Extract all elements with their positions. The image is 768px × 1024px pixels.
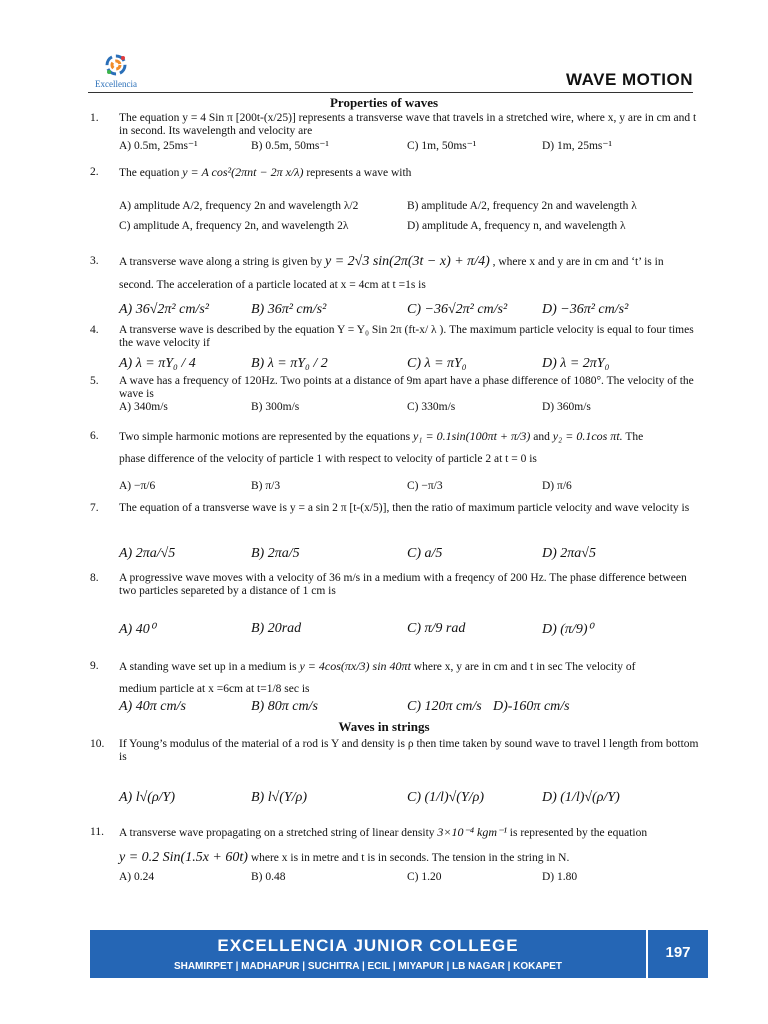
question-7: [90, 502, 702, 515]
question-number: 5.: [90, 375, 99, 387]
question-text: The equation: [119, 167, 180, 179]
options-11: [119, 871, 699, 887]
question-5: [90, 375, 702, 401]
section-title-strings: Waves in strings: [338, 719, 430, 734]
option-a: A) amplitude A/2, frequency 2n and wavelength λ/2: [119, 200, 359, 212]
option-c: C) 120π cm/s: [407, 699, 482, 714]
option-d: D) π/6: [542, 480, 572, 492]
option-c: C) −π/3: [407, 480, 443, 492]
question-text: A transverse wave along a string is given by: [119, 256, 323, 268]
options-1: [119, 138, 699, 154]
options-2-row1: [119, 200, 699, 216]
question-text-line2: phase difference of the velocity of particle 1 with respect to velocity of particle 2 at t = 0 is: [119, 453, 537, 465]
option-a: A) 340m/s: [119, 401, 168, 413]
question-number: 4.: [90, 324, 99, 336]
option-c: C) π/9 rad: [407, 621, 466, 636]
question-number: 9.: [90, 660, 99, 672]
question-number: 1.: [90, 112, 99, 124]
college-name: EXCELLENCIA JUNIOR COLLEGE: [217, 936, 519, 955]
option-c: C) amplitude A, frequency 2n, and wavelength 2λ: [119, 220, 349, 232]
question-number: 10.: [90, 738, 105, 750]
option-b: B) 36π² cm/s²: [251, 302, 327, 317]
option-b: B) l√(Y/ρ): [251, 790, 308, 805]
question-text: A standing wave set up in a medium is: [119, 661, 297, 673]
question-text-cont: is represented by the equation: [509, 827, 648, 839]
options-4: [119, 356, 699, 372]
wave-equation: y = 0.2 Sin(1.5x + 60t): [119, 850, 248, 865]
page-number-box: [648, 930, 708, 978]
question-text: A progressive wave moves with a velocity of 36 m/s in a medium with a freqency of 200 Hz. The phase difference between two particles separeted by a distance of 1 cm is: [119, 572, 687, 597]
option-c: C) (1/l)√(Y/ρ): [407, 790, 485, 805]
linear-density-value: 3×10⁻⁴ kgm⁻¹: [437, 825, 507, 839]
option-d: D) amplitude A, frequency n, and wavelength λ: [407, 220, 626, 232]
option-b: B) 300m/s: [251, 401, 300, 413]
question-text: If Young’s modulus of the material of a rod is Y and density is ρ then time taken by sound wave to travel l length from bottom is: [119, 738, 699, 763]
equation-y1: y₁ = 0.1sin(100πt + π/3): [412, 429, 531, 443]
option-a: A) −π/6: [119, 480, 156, 492]
question-text-cont: where x, y are in cm and t in sec The velocity of: [413, 661, 636, 673]
option-d: D) λ = 2πY₀: [542, 356, 610, 371]
option-c: C) 1.20: [407, 871, 442, 883]
question-2: [90, 166, 702, 180]
option-c: C) 1m, 50ms⁻¹: [407, 140, 477, 152]
option-d: D) 1.80: [542, 871, 578, 883]
college-logo: [86, 52, 146, 89]
options-3: [119, 302, 699, 318]
option-a: A) λ = πY₀ / 4: [119, 356, 196, 371]
question-text: Two simple harmonic motions are represented by the equations: [119, 431, 411, 443]
equation-y2: y₂ = 0.1cos πt.: [552, 429, 623, 443]
question-text-cont: represents a wave with: [306, 167, 412, 179]
question-text-cont: , where x and y are in cm and ‘t’ is in: [492, 256, 664, 268]
options-9: [119, 699, 699, 715]
options-7: [119, 546, 699, 562]
option-b: B) amplitude A/2, frequency 2n and wavelength λ: [407, 200, 637, 212]
options-5: [119, 401, 699, 417]
option-b: B) π/3: [251, 480, 281, 492]
question-text: A transverse wave propagating on a stretched string of linear density: [119, 827, 435, 839]
option-b: B) 0.5m, 50ms⁻¹: [251, 140, 329, 152]
option-c: C) 330m/s: [407, 401, 456, 413]
option-b: B) 0.48: [251, 871, 286, 883]
option-b: B) 20rad: [251, 621, 302, 636]
question-text: A transverse wave is described by the equation Y = Y₀ Sin 2π (ft-x/ λ ). The maximum particle velocity is equal to four times the wave velocity if: [119, 324, 694, 349]
question-text-line2: second. The acceleration of a particle located at x = 4cm at t =1s is: [119, 279, 426, 291]
option-b: B) 80π cm/s: [251, 699, 318, 714]
option-a: A) 0.24: [119, 871, 155, 883]
option-d: D) 360m/s: [542, 401, 591, 413]
options-8: [119, 621, 699, 637]
wave-equation: y = 4cos(πx/3) sin 40πt: [299, 659, 411, 673]
question-text: A wave has a frequency of 120Hz. Two points at a distance of 9m apart have a phase difference of 1080°. The velocity of the wave is: [119, 375, 694, 400]
option-d: D) (π/9)⁰: [542, 622, 594, 637]
option-a: A) 36√2π² cm/s²: [119, 302, 209, 317]
option-c: C) a/5: [407, 546, 443, 561]
question-number: 11.: [90, 826, 104, 838]
question-number: 7.: [90, 502, 99, 514]
options-2-row2: [119, 220, 699, 236]
option-c: C) λ = πY₀: [407, 356, 467, 371]
question-text: The equation of a transverse wave is y = a sin 2 π [t-(x/5)], then the ratio of maximum particle velocity and wave velocity is: [119, 502, 690, 514]
option-a: A) 40π cm/s: [119, 699, 186, 714]
option-a: A) l√(ρ/Y): [119, 790, 176, 805]
question-11: [90, 826, 702, 865]
question-number: 3.: [90, 255, 99, 267]
question-text-line2: where x is in metre and t is in seconds. The tension in the string in N.: [250, 852, 570, 864]
brand-name: Excellencia: [95, 79, 137, 89]
campus-list: SHAMIRPET | MADHAPUR | SUCHITRA | ECIL | MIYAPUR | LB NAGAR | KOKAPET: [173, 961, 563, 972]
page-number: 197: [665, 944, 691, 961]
option-b: B) 2πa/5: [251, 546, 300, 561]
wave-equation: y = A cos²(2πnt − 2π x/λ): [182, 165, 304, 179]
question-number: 8.: [90, 572, 99, 584]
header-divider: [88, 92, 693, 93]
option-d: D) 1m, 25ms⁻¹: [542, 140, 612, 152]
question-8: [90, 572, 702, 598]
option-a: A) 0.5m, 25ms⁻¹: [119, 140, 198, 152]
question-number: 2.: [90, 166, 99, 178]
question-number: 6.: [90, 430, 99, 442]
question-text-line2: medium particle at x =6cm at t=1/8 sec is: [119, 683, 310, 695]
question-4: [90, 324, 702, 350]
question-6: [90, 430, 702, 466]
option-d: D) 2πa√5: [542, 546, 596, 561]
question-text-cont: The: [625, 431, 644, 443]
question-3: [90, 255, 702, 292]
question-text: The equation y = 4 Sin π [200t-(x/25)] represents a transverse wave that travels in a stretched wire, where x, y are in cm and t in second. Its wavelength and velocity are: [119, 112, 697, 137]
option-a: A) 2πa/√5: [119, 546, 176, 561]
option-d: D)-160π cm/s: [493, 699, 570, 714]
option-d: D) −36π² cm/s²: [542, 302, 629, 317]
footer-banner: [90, 930, 646, 978]
options-10: [119, 790, 699, 806]
section-title-properties: Properties of waves: [329, 95, 439, 110]
question-9: [90, 660, 702, 696]
question-text-and: and: [533, 431, 550, 443]
logo-swirl-icon: [103, 52, 129, 78]
option-a: A) 40⁰: [119, 622, 156, 637]
chapter-title: WAVE MOTION: [565, 70, 693, 89]
options-6: [119, 480, 699, 496]
option-b: B) λ = πY₀ / 2: [251, 356, 328, 371]
question-10: [90, 738, 702, 764]
wave-equation: y = 2√3 sin(2π(3t − x) + π/4): [325, 254, 490, 269]
option-c: C) −36√2π² cm/s²: [407, 302, 508, 317]
question-1: [90, 112, 702, 138]
option-d: D) (1/l)√(ρ/Y): [542, 790, 620, 805]
